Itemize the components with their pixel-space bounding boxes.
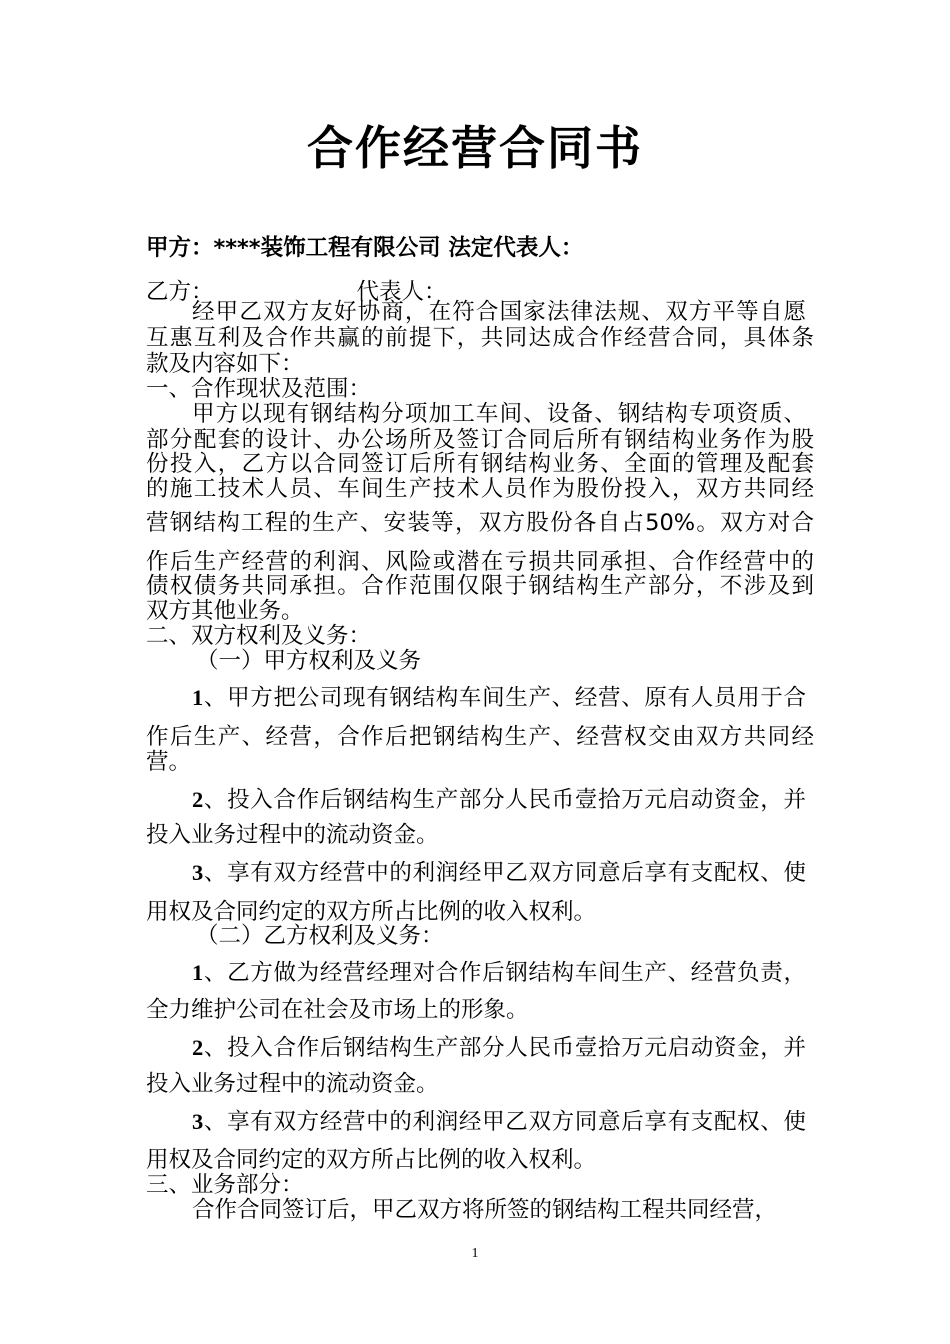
section-1-line-6: 作后生产经营的利润、风险或潜在亏损共同承担、合作经营中的 xyxy=(146,549,814,575)
section-2-heading: 二、双方权利及义务： xyxy=(146,623,372,649)
party-b-item-3-line-1: 3、享有双方经营中的利润经甲乙双方同意后享有支配权、使 xyxy=(192,1109,806,1135)
party-a-item-2-line-2: 投入业务过程中的流动资金。 xyxy=(146,822,439,848)
party-b-item-1-line-1: 1、乙方做为经营经理对合作后钢结构车间生产、经营负责， xyxy=(192,960,806,986)
section-1-line-8: 双方其他业务。 xyxy=(146,598,304,624)
party-a-item-1-line-2: 作后生产、经营，合作后把钢结构生产、经营权交由双方共同经 xyxy=(146,724,814,750)
document-title: 合作经营合同书 xyxy=(307,121,643,175)
preamble-line-3: 款及内容如下： xyxy=(146,351,304,377)
subsection-a-heading: （一）甲方权利及义务 xyxy=(196,648,422,674)
party-a-line: 甲方：****装饰工程有限公司 法定代表人： xyxy=(146,235,584,261)
party-a-item-3-line-1: 3、享有双方经营中的利润经甲乙双方同意后享有支配权、使 xyxy=(192,860,806,886)
party-a-item-1-line-1: 1、甲方把公司现有钢结构车间生产、经营、原有人员用于合 xyxy=(192,685,806,711)
party-a-item-2-line-1: 2、投入合作后钢结构生产部分人民币壹拾万元启动资金，并 xyxy=(192,787,806,813)
preamble-line-2: 互惠互利及合作共赢的前提下，共同达成合作经营合同，具体条 xyxy=(146,325,814,351)
party-b-line: 乙方： 代表人： xyxy=(146,279,447,305)
party-b-item-1-line-2: 全力维护公司在社会及市场上的形象。 xyxy=(146,997,529,1023)
party-b-item-2-line-2: 投入业务过程中的流动资金。 xyxy=(146,1071,439,1097)
section-3-line-1: 合作合同签订后，甲乙双方将所签的钢结构工程共同经营， xyxy=(192,1197,778,1223)
section-3-heading: 三、业务部分： xyxy=(146,1172,304,1198)
party-b-item-3-line-2: 用权及合同约定的双方所占比例的收入权利。 xyxy=(146,1147,597,1173)
subsection-b-heading: （二）乙方权利及义务： xyxy=(196,923,444,949)
section-1-line-1: 甲方以现有钢结构分项加工车间、设备、钢结构专项资质、 xyxy=(192,401,806,427)
page-number: 1 xyxy=(471,1246,479,1261)
section-1-line-4: 的施工技术人员、车间生产技术人员作为股份投入，双方共同经 xyxy=(146,476,814,502)
party-b-item-2-line-1: 2、投入合作后钢结构生产部分人民币壹拾万元启动资金，并 xyxy=(192,1035,806,1061)
section-1-line-3: 份投入，乙方以合同签订后所有钢结构业务、全面的管理及配套 xyxy=(146,451,814,477)
party-a-item-1-line-3: 营。 xyxy=(146,749,192,775)
preamble-line-1: 经甲乙双方友好协商，在符合国家法律法规、双方平等自愿 xyxy=(192,299,806,325)
section-1-line-7: 债权债务共同承担。合作范围仅限于钢结构生产部分，不涉及到 xyxy=(146,573,814,599)
section-1-heading: 一、合作现状及范围： xyxy=(146,376,372,402)
party-a-item-3-line-2: 用权及合同约定的双方所占比例的收入权利。 xyxy=(146,899,597,925)
section-1-line-2: 部分配套的设计、办公场所及签订合同后所有钢结构业务作为股 xyxy=(146,427,814,453)
section-1-line-5: 营钢结构工程的生产、安装等，双方股份各自占50%。双方对合 xyxy=(146,510,814,536)
